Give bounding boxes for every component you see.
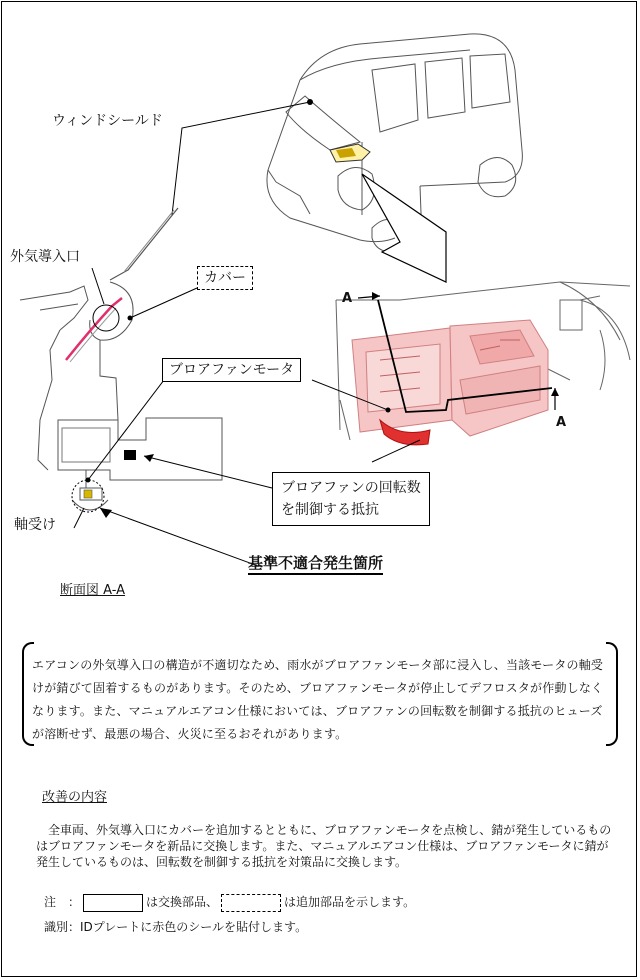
bearing-part	[84, 490, 92, 498]
caution-box	[22, 642, 618, 746]
section-mark-a-top: A	[342, 291, 353, 306]
zoom-pointer	[362, 174, 446, 282]
note-prefix: 注 ：	[44, 895, 81, 909]
replaced-part-swatch	[83, 894, 143, 912]
added-part-swatch	[221, 894, 281, 912]
identification-text: 識別：IDプレートに赤色のシールを貼付します。	[44, 920, 308, 934]
cover-part-highlight	[330, 144, 370, 162]
blower-motor-label: ブロアファンモータ	[162, 358, 301, 382]
legend-note	[44, 892, 415, 912]
bearing-label: 軸受け	[14, 517, 56, 533]
resistor-mark	[124, 450, 136, 460]
air-inlet-label: 外気導入口	[10, 249, 80, 265]
remedy-text-body: 全車両、外気導入口にカバーを追加するとともに、ブロアファンモータを点検し、錆が発生しているものはブロアファンモータを新品に交換します。また、マニュアルエアコン仕様は、ブロアファンモータに錆が発生しているものは、回転数を制御する抵抗を対策品に交換します。	[36, 823, 612, 869]
hvac-unit	[352, 320, 548, 445]
resistor-label-line1: ブロアファンの回転数	[281, 480, 421, 496]
section-view-label: 断面図 A-A	[60, 583, 126, 598]
note-added: は追加部品を示します。	[284, 895, 416, 909]
resistor-label-line2: を制御する抵抗	[281, 502, 379, 518]
note-replaced: は交換部品、	[146, 895, 219, 909]
section-mark-a-bottom: A	[556, 415, 567, 430]
cover-label: カバー	[197, 266, 253, 290]
windshield-label: ウィンドシールド	[52, 113, 163, 129]
resistor-label	[272, 472, 430, 526]
defect-location-label: 基準不適合発生箇所	[248, 554, 383, 575]
caution-text: エアコンの外気導入口の構造が不適切なため、雨水がブロアファンモータ部に浸入し、当該モータの軸受けが錆びて固着するものがあります。そのため、ブロアファンモータが停止してデフロスタが作動しなくなります。また、マニュアルエアコン仕様においては、ブロアファンの回転数を制御する抵抗のヒューズが溶断せず、最悪の場合、火災に至るおそれがあります。	[32, 658, 604, 741]
remedy-title: 改善の内容	[42, 790, 108, 805]
remedy-text	[36, 822, 616, 870]
inlet-circle	[93, 305, 119, 331]
